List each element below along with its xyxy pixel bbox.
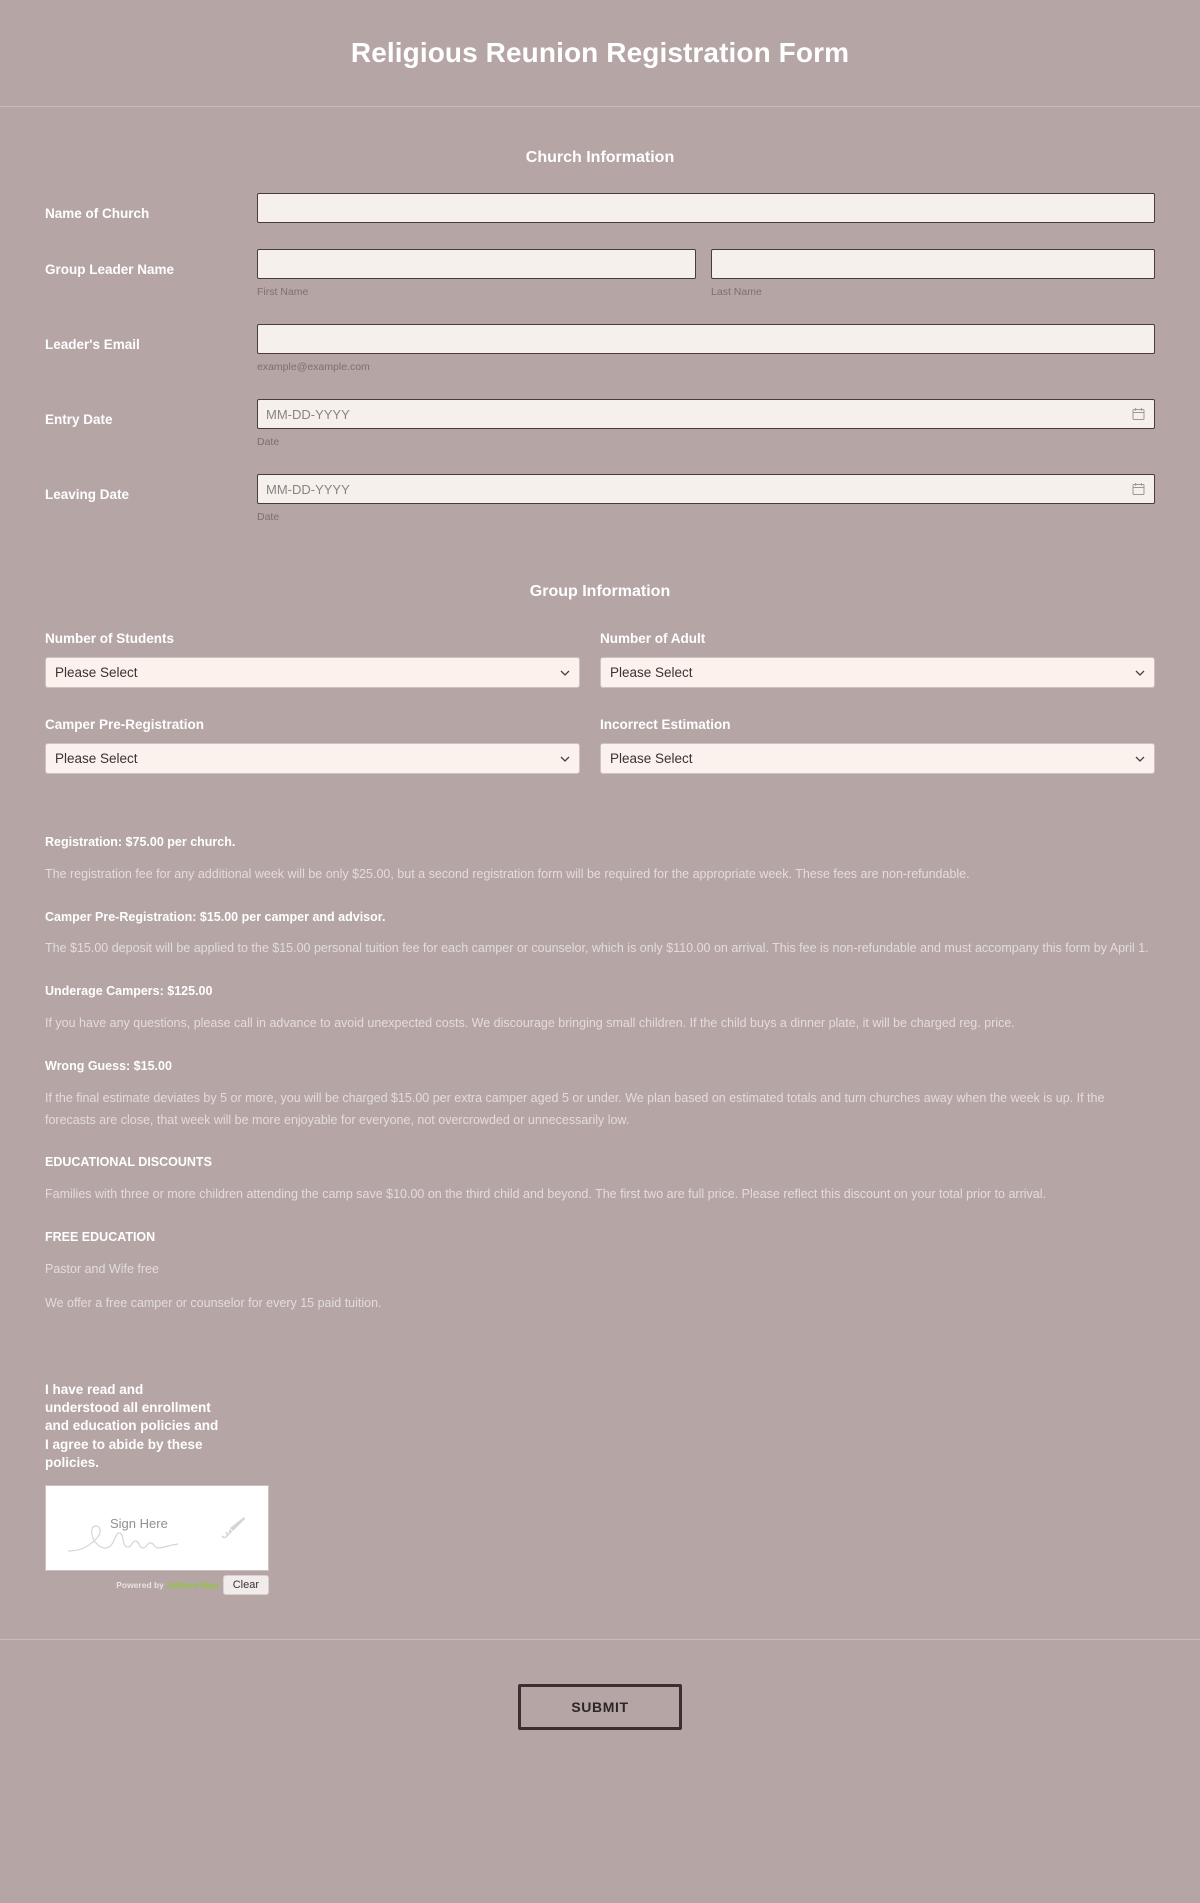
select-box-camper-pre-registration (45, 743, 580, 774)
submit-button[interactable]: SUBMIT (518, 1684, 681, 1730)
control-leaders-email (257, 324, 1155, 373)
control-entry-date (257, 399, 1155, 448)
signature-prompt: I have read and understood all enrollment and education policies and I agree to abide by these policies. (45, 1381, 219, 1471)
field-number-of-students (45, 631, 600, 688)
policy-body-educational-discounts: Families with three or more children attending the camp save $10.00 on the third child and beyond. The first two are full price. Please reflect this discount on your total prior to arrival. (45, 1187, 1046, 1202)
sublabel-last-name: Last Name (711, 286, 762, 298)
signature-footer (45, 1575, 269, 1595)
signature-block (45, 1381, 345, 1595)
powered-by-label (116, 1580, 219, 1590)
sublabel-leaders-email: example@example.com (257, 361, 370, 373)
leaving-date-input[interactable] (257, 474, 1155, 504)
policy-heading-wrongguess: Wrong Guess: $15.00 (45, 1058, 172, 1073)
field-number-of-adult (600, 631, 1155, 688)
select-box-incorrect-estimation (600, 743, 1155, 774)
field-row-leaders-email (45, 324, 1155, 373)
label-number-of-adult: Number of Adult (600, 631, 706, 646)
field-row-entry-date (45, 399, 1155, 448)
label-name-of-church: Name of Church (45, 206, 150, 221)
policy-body-prereg: The $15.00 deposit will be applied to the $15.00 personal tuition fee for each camper or counselor, which is only $110.00 on arrival. This fee is non-refundable and must accompany this form by April 1. (45, 941, 1149, 956)
label-number-of-students: Number of Students (45, 631, 175, 646)
entry-date-input[interactable] (257, 399, 1155, 429)
camper-pre-registration-select[interactable] (45, 743, 580, 774)
first-name-input[interactable] (257, 249, 696, 279)
page-title: Religious Reunion Registration Form (350, 37, 850, 68)
first-name-col (257, 249, 706, 298)
label-leaders-email: Leader's Email (45, 337, 140, 352)
policy-body-wrongguess: If the final estimate deviates by 5 or more, you will be charged $15.00 per extra camper aged 5 or under. We plan based on estimated totals and turn churches away when the week is up. If the forecasts are close, that week will be more enjoyable for everyone, not overcrowded or unnecessarily low. (45, 1090, 1105, 1127)
field-row-group-leader-name (45, 249, 1155, 298)
policy-text-block (45, 833, 1155, 1315)
policy-body-registration: The registration fee for any additional week will be only $25.00, but a second registration form will be required for the appropriate week. These fees are non-refundable. (45, 866, 970, 881)
label-incorrect-estimation: Incorrect Estimation (600, 717, 731, 732)
label-camper-pre-registration: Camper Pre-Registration (45, 717, 205, 732)
field-incorrect-estimation (600, 717, 1155, 774)
select-box-number-of-students (45, 657, 580, 688)
section-heading-church: Church Information (525, 149, 675, 166)
signature-pad[interactable] (45, 1485, 269, 1571)
label-group-leader-name: Group Leader Name (45, 262, 175, 277)
policy-heading-underage: Underage Campers: $125.00 (45, 984, 213, 999)
last-name-col (706, 249, 1155, 298)
field-row-name-of-church (45, 193, 1155, 223)
entry-date-wrap (257, 399, 1155, 429)
incorrect-estimation-select[interactable] (600, 743, 1155, 774)
name-of-church-input[interactable] (257, 193, 1155, 223)
group-select-grid (45, 631, 1155, 803)
signature-hint-label: Sign Here (110, 1515, 168, 1531)
select-box-number-of-adult (600, 657, 1155, 688)
policy-heading-prereg: Camper Pre-Registration: $15.00 per camper and advisor. (45, 909, 386, 924)
policy-heading-registration: Registration: $75.00 per church. (45, 835, 236, 849)
policy-body-underage: If you have any questions, please call in advance to avoid unexpected costs. We discourage bringing small children. If the child buys a dinner plate, it will be charged reg. price. (45, 1016, 1015, 1030)
label-entry-date: Entry Date (45, 412, 113, 427)
form-content (0, 149, 1200, 1595)
jotform-sign-brand: Jotform Sign (166, 1579, 219, 1590)
field-row-leaving-date (45, 474, 1155, 523)
policy-heading-educational-discounts: EDUCATIONAL DISCOUNTS (45, 1155, 212, 1170)
leaders-email-input[interactable] (257, 324, 1155, 354)
label-leaving-date: Leaving Date (45, 487, 130, 502)
control-leaving-date (257, 474, 1155, 523)
pen-nib-icon (220, 1516, 246, 1547)
policy-body-free-education-1: Pastor and Wife free (45, 1261, 159, 1276)
number-of-adult-select[interactable] (600, 657, 1155, 688)
sublabel-leaving-date: Date (257, 511, 280, 523)
section-heading-group: Group Information (529, 583, 671, 600)
policy-body-free-education-2: We offer a free camper or counselor for every 15 paid tuition. (45, 1295, 382, 1310)
field-camper-pre-registration (45, 717, 600, 774)
control-group-leader-name (257, 249, 1155, 298)
form-footer (0, 1639, 1200, 1774)
leaving-date-wrap (257, 474, 1155, 504)
form-header (0, 0, 1200, 107)
sublabel-entry-date: Date (257, 436, 280, 448)
policy-heading-free-education: FREE EDUCATION (45, 1230, 156, 1244)
control-name-of-church (257, 193, 1155, 223)
clear-signature-button[interactable]: Clear (223, 1575, 269, 1595)
powered-by-prefix: Powered by (116, 1579, 167, 1590)
sublabel-first-name: First Name (257, 286, 309, 298)
name-grid (257, 249, 1155, 298)
number-of-students-select[interactable] (45, 657, 580, 688)
last-name-input[interactable] (711, 249, 1155, 279)
